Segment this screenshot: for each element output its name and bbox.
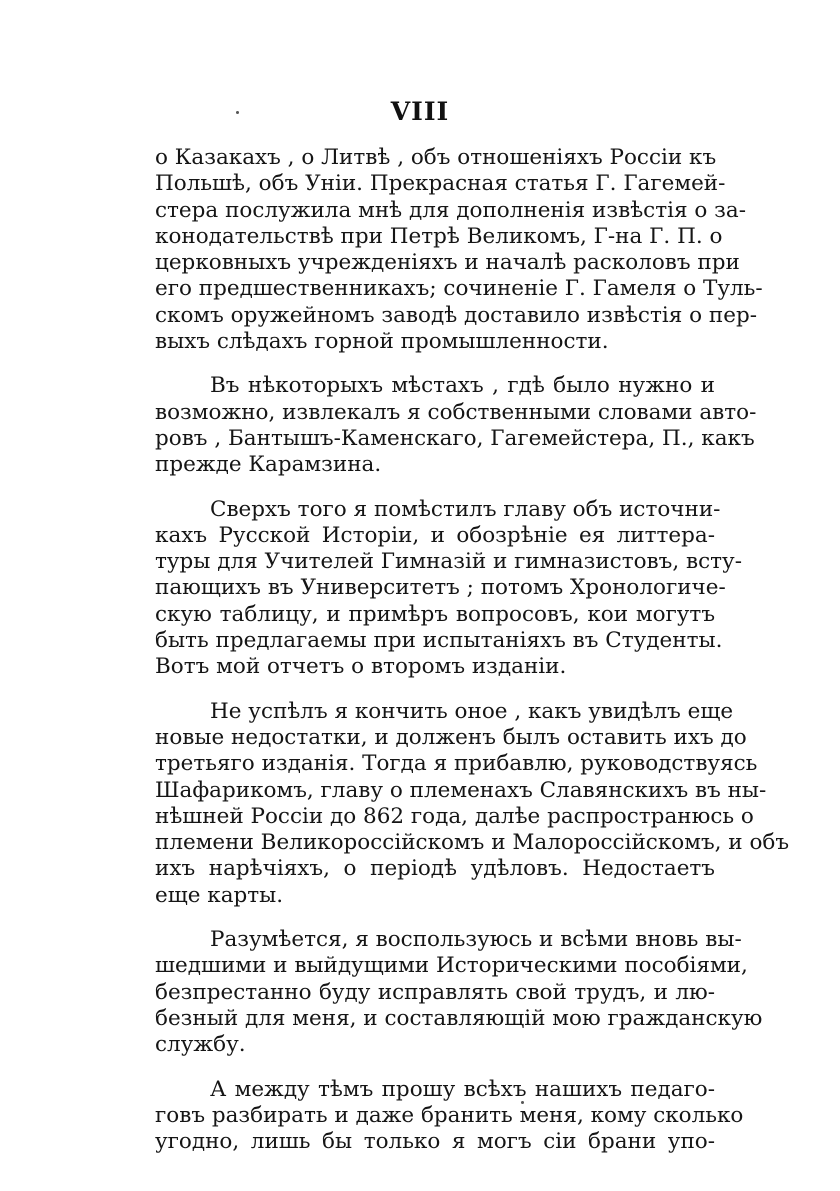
- text-line: ихъ нарѣчіяхъ, о періодѣ удѣловъ. Недостаетъ: [155, 856, 715, 882]
- paragraph-3: [155, 496, 742, 681]
- paragraph-1: [155, 145, 763, 355]
- text-line: Шафарикомъ, главу о племенахъ Славянскихъ въ ны-: [155, 777, 767, 803]
- text-line: пающихъ въ Университетъ ; потомъ Хронологиче-: [155, 575, 726, 601]
- text-line: церковныхъ учрежденіяхъ и началѣ расколовъ при: [155, 250, 740, 276]
- text-line: Не успѣлъ я кончить оное , какъ увидѣлъ еще: [210, 698, 734, 724]
- text-line: прежде Карамзина.: [155, 452, 382, 478]
- text-line: быть предлагаемы при испытаніяхъ въ Студенты.: [155, 628, 723, 654]
- text-line: нѣшней Россіи до 862 года, далѣе распространюсь о: [155, 803, 754, 829]
- text-line: безный для меня, и составляющій мою гражданскую: [155, 1005, 763, 1031]
- paragraph-4: [155, 698, 790, 909]
- text-line: скомъ оружейномъ заводѣ доставило извѣстія о пер-: [155, 302, 757, 328]
- text-line: говъ разбирать и даже бранить меня, кому сколько: [155, 1102, 744, 1128]
- text-line: Польшѣ, объ Уніи. Прекрасная статья Г. Гагемей-: [155, 171, 726, 197]
- text-line: новые недостатки, и долженъ былъ оставить ихъ до: [155, 724, 747, 750]
- text-line: племени Великороссійскомъ и Малороссійскомъ, и объ: [155, 830, 790, 856]
- text-line: безпрестанно буду исправлять свой трудъ, и лю-: [155, 979, 715, 1005]
- text-line: скую таблицу, и примѣръ вопросовъ, кои могутъ: [155, 601, 715, 627]
- text-line: его предшественникахъ; сочиненіе Г. Гамеля о Туль-: [155, 276, 763, 302]
- text-line: возможно, извлекалъ я собственными словами авто-: [155, 399, 757, 425]
- page-number: VIII: [390, 97, 450, 126]
- text-line: кахъ Русской Исторіи, и обозрѣніе ея литтера-: [155, 522, 715, 548]
- text-line: Разумѣется, я воспользуюсь и всѣми вновь вы-: [210, 927, 742, 953]
- paragraph-6: [155, 1076, 744, 1156]
- text-line: туры для Учителей Гимназій и гимназистовъ, всту-: [155, 549, 742, 575]
- text-line: Вотъ мой отчетъ о второмъ изданіи.: [155, 654, 567, 680]
- text-line: ровъ , Бантышъ-Каменскаго, Гагемейстера, П., какъ: [155, 425, 755, 451]
- text-line: Сверхъ того я помѣстилъ главу объ источни-: [210, 496, 721, 522]
- page-body: [155, 145, 790, 1173]
- text-line: Въ нѣкоторыхъ мѣстахъ , гдѣ было нужно и: [210, 373, 715, 399]
- text-line: угодно, лишь бы только я могъ сіи брани упо-: [155, 1129, 715, 1155]
- paragraph-2: [155, 373, 757, 478]
- text-line: о Казакахъ , о Литвѣ , объ отношеніяхъ Россіи къ: [155, 145, 717, 170]
- paragraph-5: [155, 927, 763, 1058]
- text-line: еще карты.: [155, 882, 284, 908]
- text-line: третьяго изданія. Тогда я прибавлю, руководствуясь: [155, 751, 758, 777]
- text-line: конодательствѣ при Петрѣ Великомъ, Г-на Г. П. о: [155, 223, 723, 249]
- text-line: стера послужила мнѣ для дополненія извѣстія о за-: [155, 197, 746, 223]
- text-line: службу.: [155, 1032, 246, 1058]
- text-line: выхъ слѣдахъ горной промышленности.: [155, 329, 609, 355]
- text-line: А между тѣмъ прошу всѣхъ нашихъ педаго-: [210, 1076, 715, 1102]
- text-line: шедшими и выйдущими Историческими пособіями,: [155, 953, 748, 979]
